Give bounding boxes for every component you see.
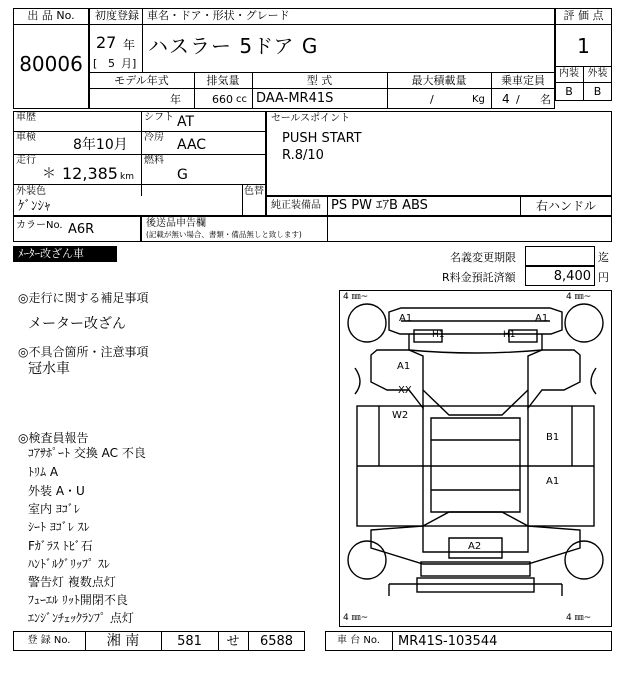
mileage-unit: km bbox=[120, 172, 134, 182]
interior-grade: B bbox=[565, 85, 573, 98]
fuel: G bbox=[177, 167, 188, 183]
mileage-label: 走行 bbox=[16, 155, 36, 166]
inspector-line: ﾄﾘﾑ A bbox=[28, 465, 59, 479]
registration-class: 581 bbox=[177, 634, 202, 649]
name-change-field bbox=[525, 246, 595, 266]
first-reg-year: 27 bbox=[96, 33, 117, 52]
post-report-note: (記載が無い場合、書類・備品無しと致します) bbox=[146, 230, 302, 239]
inspector-report-title: ◎検査員報告 bbox=[18, 431, 89, 445]
registration-number: 6588 bbox=[259, 634, 294, 649]
displacement: 660 bbox=[212, 93, 233, 106]
mark-left-w2: W2 bbox=[392, 410, 409, 421]
tire-front-left bbox=[348, 304, 386, 342]
registration-region: 湘 南 bbox=[106, 633, 140, 649]
first-reg-month-open: [ bbox=[93, 57, 98, 70]
interior-grade-label: 内装 bbox=[559, 68, 579, 79]
name-change-label: 名義変更期限 bbox=[450, 251, 516, 264]
capacity: 4 bbox=[502, 92, 510, 106]
tire-depth-rear-left: 4 ㎜~ bbox=[343, 613, 369, 623]
inspector-line: ｴﾝｼﾞﾝﾁｪｯｸﾗﾝﾌﾟ 点灯 bbox=[28, 611, 134, 625]
tire-rear-right bbox=[565, 541, 603, 579]
recycle-unit: 円 bbox=[598, 271, 609, 284]
inspector-line: ﾌｭｰｴﾙ ﾘｯﾄ開閉不良 bbox=[28, 593, 128, 607]
first-reg-label: 初度登録 bbox=[95, 9, 139, 22]
color-no-label: カラーNo. bbox=[16, 220, 63, 231]
ac-label: 冷房 bbox=[144, 132, 164, 143]
hood-shape bbox=[409, 334, 542, 353]
mark-right-b1: B1 bbox=[546, 432, 560, 443]
inspection-label: 車検 bbox=[16, 132, 36, 143]
exterior-grade-label: 外装 bbox=[587, 68, 608, 79]
overall-grade: 1 bbox=[577, 34, 590, 58]
name-change-unit: 迄 bbox=[598, 251, 609, 264]
first-reg-month-unit: 月] bbox=[121, 57, 137, 70]
lot-number: 80006 bbox=[19, 52, 83, 76]
post-report-label: 後送品申告欄 bbox=[146, 218, 206, 229]
tire-front-right bbox=[565, 304, 603, 342]
model-year-label: モデル年式 bbox=[114, 74, 169, 87]
model-code-label: 型 式 bbox=[306, 74, 333, 87]
tire-depth-rear-right: 4 ㎜~ bbox=[566, 613, 592, 623]
color-no: A6R bbox=[68, 222, 95, 237]
mark-left-a1: A1 bbox=[397, 361, 411, 372]
color: ｹﾞﾝｼｬ bbox=[18, 199, 51, 214]
lot-number-label: 出 品 No. bbox=[27, 9, 75, 22]
driving-notes-text: メーター改ざん bbox=[28, 316, 126, 332]
displacement-unit: cc bbox=[236, 94, 247, 105]
right-side-shape bbox=[528, 350, 580, 408]
mark-rear-a2: A2 bbox=[468, 541, 482, 552]
steering: 右ハンドル bbox=[535, 199, 596, 213]
mileage: 12,385 bbox=[62, 164, 118, 183]
inspector-line: ｺｱｻﾎﾟｰﾄ 交換 AC 不良 bbox=[28, 446, 146, 460]
tire-rear-left bbox=[348, 541, 386, 579]
inspector-line: 室内 ﾖｺﾞﾚ bbox=[28, 502, 80, 516]
selling-points-label: セールスポイント bbox=[271, 113, 351, 124]
registration-label: 登 録 No. bbox=[27, 635, 71, 646]
color-label: 外装色 bbox=[16, 186, 46, 197]
capacity-slash: / bbox=[516, 93, 520, 106]
shift-label: シフト bbox=[144, 112, 174, 123]
inspector-line: 警告灯 複数点灯 bbox=[28, 575, 116, 589]
load-unit: Kg bbox=[472, 94, 485, 105]
exterior-grade: B bbox=[593, 85, 602, 98]
load-slash: / bbox=[430, 93, 434, 106]
history-label: 車歴 bbox=[16, 112, 36, 123]
grade-label: 評 価 点 bbox=[563, 9, 604, 22]
shift: AT bbox=[177, 114, 195, 130]
first-reg-month: 5 bbox=[108, 57, 115, 70]
recycle-amount: 8,400 bbox=[553, 269, 591, 284]
car-outline-diagram bbox=[339, 290, 612, 627]
chassis-number: MR41S-103544 bbox=[398, 634, 498, 649]
left-side-shape bbox=[371, 350, 423, 408]
inspection: 8年10月 bbox=[73, 137, 128, 153]
displacement-label: 排気量 bbox=[206, 74, 240, 87]
car-name: ハスラー 5ドア G bbox=[148, 34, 319, 58]
first-reg-year-unit: 年 bbox=[123, 38, 136, 52]
defects-title: ◎不具合箇所・注意事項 bbox=[18, 345, 149, 359]
recycle-label: R料金預託済額 bbox=[442, 271, 516, 284]
capacity-unit: 名 bbox=[540, 93, 551, 106]
driving-notes-title: ◎走行に関する補足事項 bbox=[18, 291, 149, 305]
equipment: PS PW ｴｱB ABS bbox=[331, 198, 428, 213]
selling-point-2: R.8/10 bbox=[282, 148, 324, 163]
chassis-label: 車 台 No. bbox=[337, 635, 380, 646]
capacity-label: 乗車定員 bbox=[501, 74, 545, 87]
mileage-mark: ＊ bbox=[42, 166, 56, 182]
model-code: DAA-MR41S bbox=[256, 91, 334, 106]
car-name-label: 車名・ドア・形状・グレード bbox=[147, 9, 290, 22]
inspector-line: ﾊﾝﾄﾞﾙｸﾞﾘｯﾌﾟ ｽﾚ bbox=[28, 557, 110, 571]
defects-text: 冠水車 bbox=[28, 361, 70, 377]
color-change-label: 色替 bbox=[244, 186, 264, 197]
ac: AAC bbox=[177, 137, 207, 153]
tire-depth-front-left: 4 ㎜~ bbox=[343, 292, 369, 302]
mark-h1-right: H1 bbox=[503, 330, 516, 340]
fuel-label: 燃料 bbox=[144, 155, 164, 166]
equipment-label: 純正装備品 bbox=[271, 200, 321, 211]
selling-point-1: PUSH START bbox=[282, 131, 362, 146]
mark-right-a1: A1 bbox=[546, 476, 560, 487]
inspector-line: ｼｰﾄ ﾖｺﾞﾚ ｽﾚ bbox=[28, 520, 90, 534]
tire-depth-front-right: 4 ㎜~ bbox=[566, 292, 592, 302]
inspector-line: 外装 A・U bbox=[28, 484, 85, 498]
mark-front-a1-left: A1 bbox=[399, 313, 413, 324]
inspector-line: Fｶﾞﾗｽ ﾄﾋﾞ石 bbox=[28, 539, 93, 553]
specs-box bbox=[13, 111, 266, 216]
meter-tampered-badge-text: ﾒｰﾀｰ改ざん車 bbox=[18, 247, 84, 260]
mark-h1-left: H1 bbox=[432, 330, 445, 340]
model-year-unit: 年 bbox=[170, 93, 181, 106]
mark-front-a1-right: A1 bbox=[535, 313, 549, 324]
mark-left-xx: XX bbox=[398, 385, 412, 396]
registration-kana: せ bbox=[226, 634, 240, 649]
max-load-label: 最大積載量 bbox=[411, 74, 467, 87]
